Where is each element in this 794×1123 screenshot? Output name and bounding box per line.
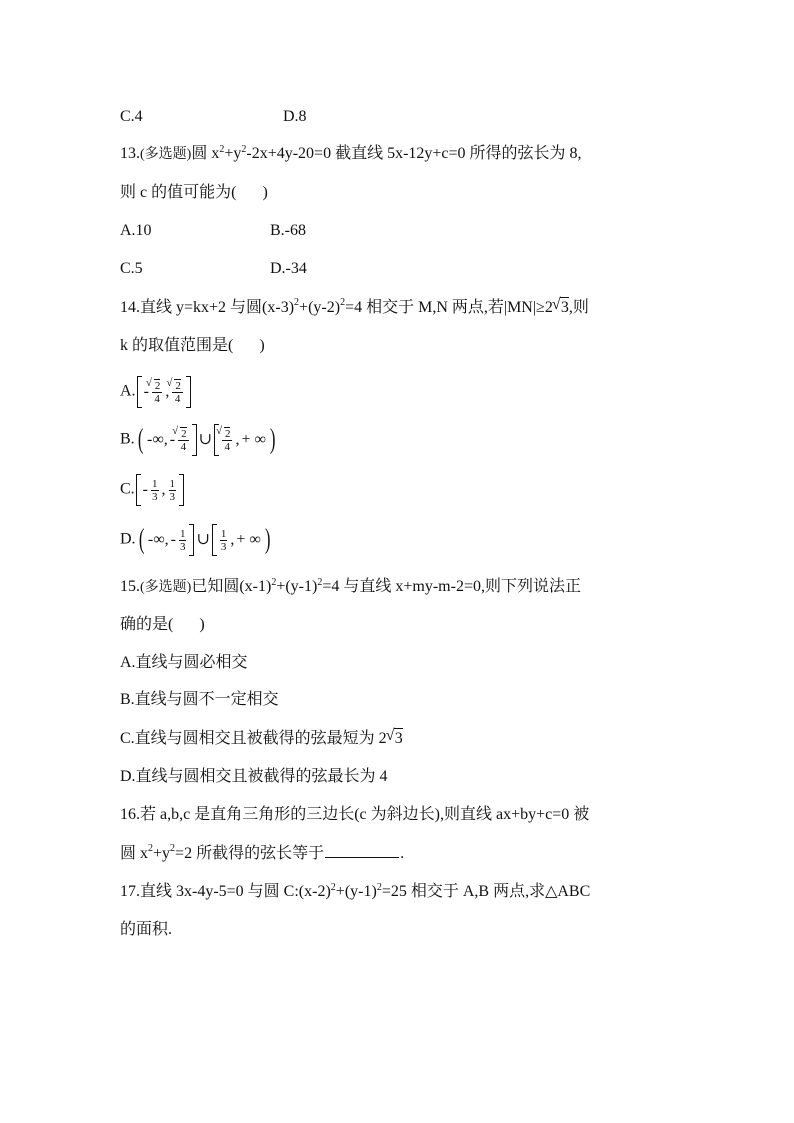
q15-option-d: D.直线与圆相交且被截得的弦最长为 4 (120, 768, 388, 785)
q13-option-d: D.-34 (270, 260, 307, 277)
q15-option-a: A.直线与圆必相交 (120, 654, 248, 671)
q13-tag: (多选题) (140, 147, 192, 162)
q13-option-b: B.-68 (270, 222, 306, 239)
q13-stem-line2: 则 c 的值可能为( ) (120, 184, 268, 201)
q13-number: 13. (120, 145, 140, 162)
q17-stem-line1: 17.直线 3x-4y-5=0 与圆 $C:(x-2)^2+(y-1)^2=25$ 相交于 A,B 两点,求△ABC (120, 882, 591, 900)
q15-stem-line1: 15.(多选题)已知圆$(x-1)^2+(y-1)^2=4$ 与直线 x+my-m-2=0,则下列说法正 (120, 577, 581, 595)
q15-option-c: C.直线与圆相交且被截得的弦最短为 2√ 3 (120, 728, 403, 749)
q13-stem-line1: 13.(多选题)圆 $x^2+y^2-2x+4y-20=0$ 截直线 5x-12y+c=0 所得的弦长为 8, (120, 144, 582, 162)
q16-stem-line1: 16.若 a,b,c 是直角三角形的三边长(c 为斜边长),则直线 ax+by+c=0 被 (120, 806, 590, 823)
q14-stem-line1: 14.直线 y=kx+2 与圆$(x-3)^2+(y-2)^2=4$ 相交于 M,N 两点,若|MN|≥2√ 3,则 (120, 297, 589, 318)
q15-tag: (多选题) (140, 580, 192, 595)
q14-stem-line2: k 的取值范围是( ) (120, 337, 265, 354)
q17-stem-line2: 的面积. (120, 921, 173, 938)
q15-option-b: B.直线与圆不一定相交 (120, 691, 279, 708)
answer-blank (325, 843, 399, 858)
q12-option-c: C.4 (120, 108, 143, 125)
sqrt-3: √ 3 (560, 297, 569, 318)
sqrt-3: √ 3 (394, 728, 403, 749)
q12-option-d: D.8 (283, 108, 307, 125)
q13-option-a: A.10 (120, 222, 152, 239)
q14-option-c: C. - $\frac{1}{3}$ , $\frac{1}{3}$ (120, 474, 185, 506)
q14-option-a: A. - √ $\frac{2}{4}$ , √ $\frac{2}{4}$ (120, 376, 192, 408)
q16-stem-line2: 圆 $x^2+y^2=2$ 所截得的弦长等于 . (120, 843, 405, 862)
q14-option-d: D. ( -∞, - $\frac{1}{3}$ ∪ $\frac{1}{3}$ , + ∞ ) (120, 524, 271, 555)
q13-option-c: C.5 (120, 260, 143, 277)
q14-option-b: B. ( -∞, - √ $\frac{2}{4}$ ∪ √ $\frac{2}{4}$ , + ∞ ) (120, 424, 278, 456)
q15-stem-line2: 确的是( ) (120, 616, 205, 633)
